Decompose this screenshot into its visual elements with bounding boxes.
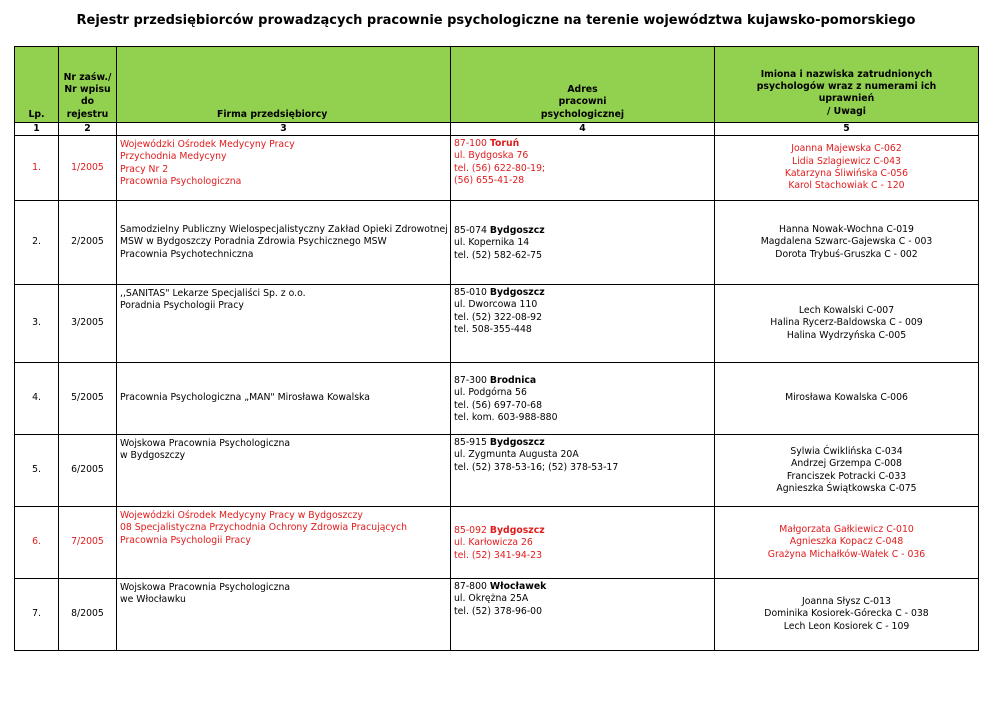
document-title: Rejestr przedsiębiorców prowadzących pracownie psychologiczne na terenie województwa kujawsko-pomorskiego <box>76 13 916 28</box>
address-city-line <box>454 581 711 593</box>
address-line: tel. (52) 582-62-75 <box>454 249 543 261</box>
psychologist-name: Halina Wydrzyńska C-005 <box>786 329 907 341</box>
row-registry-number: 6/2005 <box>59 435 117 507</box>
table-row <box>15 507 979 579</box>
header-registry-number-line: rejestru <box>66 108 109 120</box>
firm-line: we Włocławku <box>120 594 186 606</box>
row-psychologists <box>715 507 979 579</box>
row-address <box>451 435 715 507</box>
psychologist-name: Joanna Majewska C-062 <box>791 143 902 155</box>
row-registry-number: 3/2005 <box>59 285 117 363</box>
header-address-line: Adres <box>567 84 598 96</box>
address-city-line <box>454 375 711 387</box>
address-line: tel. (52) 341-94-23 <box>454 549 543 561</box>
address-line: ul. Karłowicza 26 <box>454 537 533 549</box>
row-psychologists <box>715 579 979 651</box>
city-name: Bydgoszcz <box>489 287 545 298</box>
psychologist-name: Katarzyna Śliwińska C-056 <box>784 168 909 179</box>
row-psychologists <box>715 363 979 435</box>
address-line: ul. Kopernika 14 <box>454 237 530 249</box>
table-row <box>15 136 979 201</box>
row-psychologists <box>715 435 979 507</box>
postcode: 85-010 <box>454 287 487 298</box>
psychologist-name: Lech Kowalski C-007 <box>798 305 895 317</box>
firm-line: Wojewódzki Ośrodek Medycyny Pracy w Bydgoszczy <box>120 510 363 521</box>
column-number-row <box>15 123 979 136</box>
city-name: Bydgoszcz <box>489 437 545 448</box>
psychologist-name: Małgorzata Gałkiewicz C-010 <box>779 524 914 536</box>
column-number: 1 <box>15 123 59 136</box>
firm-line: Wojewódzki Ośrodek Medycyny Pracy <box>120 139 295 150</box>
city-name: Włocławek <box>489 581 547 592</box>
firm-line: Pracownia Psychologiczna <box>120 175 242 187</box>
row-lp: 1. <box>15 136 59 201</box>
header-firm: Firma przedsiębiorcy <box>117 47 451 123</box>
header-lp: Lp. <box>15 47 59 123</box>
header-address <box>451 47 715 123</box>
header-row <box>15 47 979 123</box>
psychologist-name: Hanna Nowak-Wochna C-019 <box>779 224 914 236</box>
row-address <box>451 579 715 651</box>
header-registry-number-line: Nr wpisu <box>64 84 111 96</box>
postcode: 85-092 <box>454 525 487 537</box>
row-registry-number: 7/2005 <box>59 507 117 579</box>
address-line: ul. Okrężna 25A <box>454 593 529 605</box>
psychologist-name: Mirosława Kowalska C-006 <box>785 392 908 404</box>
table-row <box>15 579 979 651</box>
firm-line: Pracownia Psychologii Pracy <box>120 534 251 546</box>
psychologist-name: Grażyna Michałków-Wałek C - 036 <box>767 548 926 560</box>
column-number: 2 <box>59 123 117 136</box>
row-address <box>451 363 715 435</box>
row-lp: 3. <box>15 285 59 363</box>
row-psychologists <box>715 136 979 201</box>
row-lp: 7. <box>15 579 59 651</box>
firm-line: Pracownia Psychologiczna „MAN" Mirosława Kowalska <box>120 392 370 404</box>
header-registry-number <box>59 47 117 123</box>
address-city-line <box>454 287 711 299</box>
postcode: 85-915 <box>454 437 487 448</box>
address-line: tel. (52) 322-08-92 <box>454 311 543 323</box>
table-row <box>15 285 979 363</box>
postcode: 87-100 <box>454 138 487 149</box>
postcode: 87-300 <box>454 374 487 386</box>
row-firm <box>117 579 451 651</box>
address-line: ul. Zygmunta Augusta 20A <box>454 449 579 461</box>
register-rows <box>15 136 979 651</box>
address-line: tel. (52) 378-96-00 <box>454 605 543 617</box>
city-name: Brodnica <box>489 374 537 386</box>
psychologist-name: Agnieszka Świątkowska C-075 <box>776 482 917 494</box>
psychologist-name: Franciszek Potracki C-033 <box>786 470 907 482</box>
row-registry-number: 1/2005 <box>59 136 117 201</box>
psychologist-name: Agnieszka Kopacz C-048 <box>789 536 904 548</box>
address-city-line <box>454 525 711 537</box>
header-address-line: pracowni <box>558 96 607 108</box>
firm-line: Pracownia Psychotechniczna <box>120 248 254 260</box>
header-registry-number-line: do <box>80 96 95 108</box>
row-address <box>451 285 715 363</box>
address-line: ul. Podgórna 56 <box>454 387 527 399</box>
firm-line: 08 Specjalistyczna Przychodnia Ochrony Zdrowia Pracujących <box>120 522 408 534</box>
address-city-line <box>454 225 711 237</box>
header-psychologists-line: Imiona i nazwiska zatrudnionych <box>760 68 933 80</box>
header-registry-number-line: Nr zaśw./ <box>63 71 112 83</box>
address-line: ul. Bydgoska 76 <box>454 150 529 162</box>
firm-line: MSW w Bydgoszczy Poradnia Zdrowia Psychicznego MSW <box>120 236 387 248</box>
city-name: Bydgoszcz <box>489 225 545 237</box>
psychologist-name: Andrzej Grzempa C-008 <box>791 458 902 470</box>
psychologist-name: Magdalena Szwarc-Gajewska C - 003 <box>760 236 933 248</box>
postcode: 87-800 <box>454 581 487 592</box>
row-psychologists <box>715 285 979 363</box>
column-number: 4 <box>451 123 715 136</box>
row-registry-number: 5/2005 <box>59 363 117 435</box>
row-firm <box>117 285 451 363</box>
row-address <box>451 136 715 201</box>
address-city-line <box>454 437 711 449</box>
header-psychologists <box>715 47 979 123</box>
header-psychologists-line: uprawnień <box>818 93 875 105</box>
column-number: 5 <box>715 123 979 136</box>
address-line: ul. Dworcowa 110 <box>454 299 538 311</box>
row-address <box>451 201 715 285</box>
psychologist-name: Dominika Kosiorek-Górecka C - 038 <box>764 608 929 620</box>
firm-line: ,,SANITAS" Lekarze Specjaliści Sp. z o.o. <box>120 288 306 299</box>
firm-line: Wojskowa Pracownia Psychologiczna <box>120 438 291 449</box>
psychologist-name: Lidia Szlagiewicz C-043 <box>792 155 901 167</box>
psychologist-name: Dorota Trybuś-Gruszka C - 002 <box>775 248 918 260</box>
address-line: tel. (56) 697-70-68 <box>454 399 543 411</box>
psychologist-name: Halina Rycerz-Baldowska C - 009 <box>770 317 923 329</box>
row-registry-number: 8/2005 <box>59 579 117 651</box>
row-lp: 2. <box>15 201 59 285</box>
column-number: 3 <box>117 123 451 136</box>
row-lp: 5. <box>15 435 59 507</box>
firm-line: Samodzielny Publiczny Wielospecjalistyczny Zakład Opieki Zdrowotnej <box>120 224 448 236</box>
header-address-line: psychologicznej <box>540 108 625 120</box>
table-row <box>15 201 979 285</box>
row-firm <box>117 136 451 201</box>
address-city-line <box>454 138 711 150</box>
psychologist-name: Karol Stachowiak C - 120 <box>788 180 905 192</box>
firm-line: Pracy Nr 2 <box>120 163 169 175</box>
row-lp: 4. <box>15 363 59 435</box>
address-line: (56) 655-41-28 <box>454 174 525 186</box>
psychologist-name: Joanna Słysz C-013 <box>802 596 891 608</box>
psychologist-name: Sylwia Ćwiklińska C-034 <box>790 445 903 457</box>
row-firm <box>117 507 451 579</box>
row-firm <box>117 363 451 435</box>
address-line: tel. (52) 378-53-16; (52) 378-53-17 <box>454 461 619 473</box>
row-firm <box>117 201 451 285</box>
psychologist-name: Lech Leon Kosiorek C - 109 <box>783 620 910 632</box>
register-table <box>14 46 979 651</box>
address-line: tel. 508-355-448 <box>454 323 532 335</box>
firm-line: Poradnia Psychologii Pracy <box>120 300 244 312</box>
postcode: 85-074 <box>454 225 487 237</box>
row-registry-number: 2/2005 <box>59 201 117 285</box>
firm-line: Przychodnia Medycyny <box>120 151 227 163</box>
row-psychologists <box>715 201 979 285</box>
header-psychologists-line: psychologów wraz z numerami ich <box>756 81 937 93</box>
address-line: tel. (56) 622-80-19; <box>454 162 546 174</box>
header-psychologists-line: / Uwagi <box>827 105 866 117</box>
city-name: Toruń <box>489 138 520 149</box>
table-row <box>15 435 979 507</box>
row-firm <box>117 435 451 507</box>
firm-line: Wojskowa Pracownia Psychologiczna <box>120 582 291 593</box>
firm-line: w Bydgoszczy <box>120 450 186 462</box>
city-name: Bydgoszcz <box>489 525 545 537</box>
row-lp: 6. <box>15 507 59 579</box>
table-row <box>15 363 979 435</box>
address-line: tel. kom. 603-988-880 <box>454 411 558 423</box>
row-address <box>451 507 715 579</box>
